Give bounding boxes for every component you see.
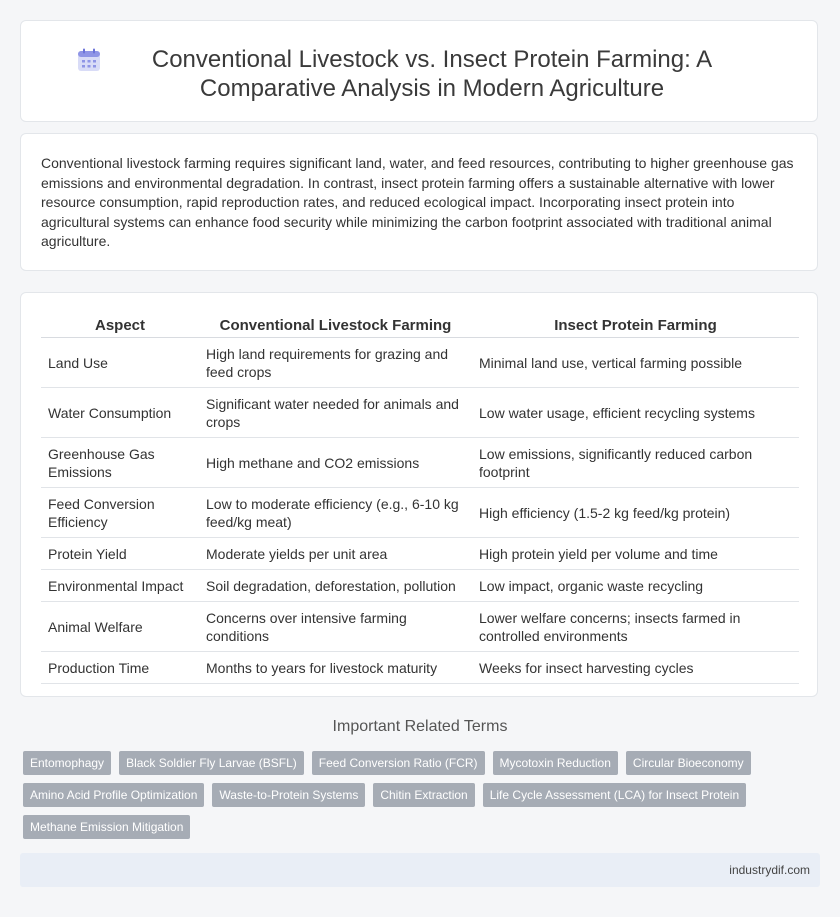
aspect-cell: Feed Conversion Efficiency <box>41 488 199 538</box>
footer-site[interactable]: industrydif.com <box>729 863 810 877</box>
table-row <box>41 338 799 388</box>
aspect-cell: Environmental Impact <box>41 570 199 602</box>
conventional-cell: Significant water needed for animals and crops <box>199 388 472 438</box>
insect-cell: Lower welfare concerns; insects farmed in controlled environments <box>472 602 799 652</box>
tag-amino-acid[interactable]: Amino Acid Profile Optimization <box>23 783 204 807</box>
aspect-cell: Land Use <box>41 338 199 388</box>
tag-lca[interactable]: Life Cycle Assessment (LCA) for Insect Protein <box>483 783 746 807</box>
title-row <box>21 21 817 103</box>
tag-chitin[interactable]: Chitin Extraction <box>373 783 474 807</box>
table-row <box>41 602 799 652</box>
header-insect: Insect Protein Farming <box>472 313 799 338</box>
tag-fcr[interactable]: Feed Conversion Ratio (FCR) <box>312 751 485 775</box>
related-terms-heading: Important Related Terms <box>332 718 508 735</box>
footer <box>20 853 820 887</box>
tag-mycotoxin[interactable]: Mycotoxin Reduction <box>493 751 618 775</box>
page-title: Conventional Livestock vs. Insect Protein Farming: A Comparative Analysis in Modern Agriculture <box>151 46 713 102</box>
aspect-cell: Greenhouse Gas Emissions <box>41 438 199 488</box>
conventional-cell: High land requirements for grazing and feed crops <box>199 338 472 388</box>
insect-cell: Weeks for insect harvesting cycles <box>472 652 799 684</box>
conventional-cell: Moderate yields per unit area <box>199 538 472 570</box>
table-row <box>41 388 799 438</box>
conventional-cell: Months to years for livestock maturity <box>199 652 472 684</box>
insect-cell: Low water usage, efficient recycling systems <box>472 388 799 438</box>
tag-bioeconomy[interactable]: Circular Bioeconomy <box>626 751 751 775</box>
insect-cell: High protein yield per volume and time <box>472 538 799 570</box>
conventional-cell: Soil degradation, deforestation, pollution <box>199 570 472 602</box>
aspect-cell: Water Consumption <box>41 388 199 438</box>
aspect-cell: Animal Welfare <box>41 602 199 652</box>
aspect-cell: Protein Yield <box>41 538 199 570</box>
insect-cell: High efficiency (1.5-2 kg feed/kg protein) <box>472 488 799 538</box>
comparison-table <box>41 313 799 684</box>
table-row <box>41 538 799 570</box>
intro-card <box>20 133 818 271</box>
comparison-table-card <box>20 292 818 697</box>
header-aspect: Aspect <box>41 313 199 338</box>
insect-cell: Low emissions, significantly reduced carbon footprint <box>472 438 799 488</box>
table-header-row <box>41 313 799 338</box>
conventional-cell: High methane and CO2 emissions <box>199 438 472 488</box>
aspect-cell: Production Time <box>41 652 199 684</box>
tag-entomophagy[interactable]: Entomophagy <box>23 751 111 775</box>
table-row <box>41 438 799 488</box>
title-card <box>20 20 818 122</box>
table-row <box>41 488 799 538</box>
insect-cell: Minimal land use, vertical farming possible <box>472 338 799 388</box>
table-row <box>41 570 799 602</box>
related-terms-tags <box>23 751 803 839</box>
calendar-icon <box>76 47 102 73</box>
insect-cell: Low impact, organic waste recycling <box>472 570 799 602</box>
tag-bsfl[interactable]: Black Soldier Fly Larvae (BSFL) <box>119 751 304 775</box>
table-row <box>41 652 799 684</box>
intro-paragraph: Conventional livestock farming requires significant land, water, and feed resources, contributing to higher greenhouse gas emissions and environmental degradation. In contrast, insect protein farming offers a sustainable alternative with lower resource consumption, rapid reproduction rates, and reduced ecological impact. Incorporating insect protein into agricultural systems can enhance food security while minimizing the carbon footprint associated with traditional animal agriculture. <box>41 155 794 249</box>
tag-methane[interactable]: Methane Emission Mitigation <box>23 815 190 839</box>
tag-waste-to-protein[interactable]: Waste-to-Protein Systems <box>212 783 365 807</box>
header-conventional: Conventional Livestock Farming <box>199 313 472 338</box>
conventional-cell: Low to moderate efficiency (e.g., 6-10 kg feed/kg meat) <box>199 488 472 538</box>
conventional-cell: Concerns over intensive farming conditions <box>199 602 472 652</box>
